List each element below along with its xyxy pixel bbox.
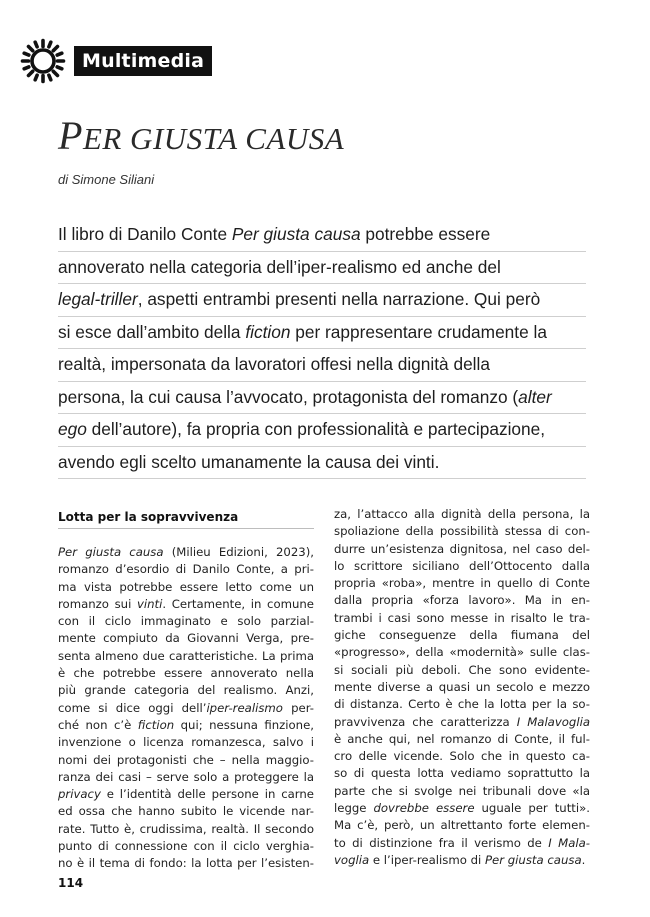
text-segment: Ma c’è, però, un altrettanto forte elemen- xyxy=(334,818,590,833)
text-line xyxy=(334,627,590,644)
text-line xyxy=(58,838,314,855)
text-line xyxy=(334,541,590,558)
text-segment: qui; nessuna finzione, xyxy=(174,717,314,732)
title-initial: P xyxy=(58,113,83,158)
text-segment: ché non c’è xyxy=(58,717,138,732)
text-segment: più grande categoria del realismo. Anzi, xyxy=(58,683,314,698)
text-line xyxy=(334,765,590,782)
text-segment: . xyxy=(581,852,586,867)
text-line xyxy=(58,284,586,317)
text-segment: durre un’esistenza dignitosa, nel caso del- xyxy=(334,541,590,556)
text-line xyxy=(58,219,586,252)
text-segment: e l’identità delle persone in carne xyxy=(100,787,314,802)
sun-icon xyxy=(20,38,66,84)
text-line xyxy=(334,506,590,523)
text-line xyxy=(334,679,590,696)
text-line xyxy=(334,592,590,609)
italic-text: dovrebbe essere xyxy=(373,801,475,816)
subheading: Lotta per la sopravvivenza xyxy=(58,506,314,529)
text-segment: propria «roba», mentre in quello di Conte xyxy=(334,576,590,591)
text-line xyxy=(58,682,314,699)
text-line xyxy=(58,717,314,734)
text-segment: è che potrebbe essere annoverato nella xyxy=(58,666,314,681)
text-segment: mente diverse a quasi un secolo e mezzo xyxy=(334,679,590,694)
text-segment: uguale per tutti». xyxy=(474,801,590,816)
text-line xyxy=(334,523,590,540)
text-segment: (Milieu Edizioni, 2023), xyxy=(163,545,314,559)
italic-text: iper-realismo xyxy=(206,700,283,715)
text-segment: rate. Tutto è, crudissima, realtà. Il secondo xyxy=(58,821,314,836)
right-column xyxy=(334,506,590,869)
text-line xyxy=(58,803,314,820)
italic-text: voglia xyxy=(334,852,370,867)
text-line xyxy=(58,752,314,769)
text-segment: è anche qui, nel romanzo di Conte, il ful- xyxy=(334,731,590,746)
text-line xyxy=(334,696,590,713)
text-segment: come si dice oggi dell’ xyxy=(58,700,207,715)
text-segment: nomi dei protagonisti che – nella maggio- xyxy=(58,752,314,767)
text-segment: trambi i casi sono messe in risalto le tra- xyxy=(334,610,590,625)
text-segment: lo scrittore siciliano dell’Ottocento dalla xyxy=(334,558,590,573)
italic-text: Per giusta causa xyxy=(58,545,164,559)
text-line xyxy=(334,783,590,800)
text-segment: cro delle vicende. Solo che in questo ca- xyxy=(334,749,590,764)
text-segment: mente compiuto da Giovanni Verga, pre- xyxy=(58,631,314,646)
italic-text: ego xyxy=(58,419,87,439)
text-line xyxy=(334,714,590,731)
text-line xyxy=(58,855,314,872)
page-number: 114 xyxy=(58,876,84,890)
text-segment: si esce dall’ambito della xyxy=(58,321,246,342)
text-line xyxy=(334,835,590,852)
left-column xyxy=(58,506,314,873)
italic-text: I Malavoglia xyxy=(516,714,590,729)
text-segment: per- xyxy=(282,700,315,715)
text-line xyxy=(58,544,314,561)
text-segment: romanzo sui xyxy=(58,596,137,611)
section-header xyxy=(20,38,212,84)
text-line xyxy=(58,786,314,803)
text-segment: punto di connessione con il ciclo verghia- xyxy=(58,839,314,854)
text-segment: legge xyxy=(334,801,374,816)
section-label: Multimedia xyxy=(74,46,212,76)
text-line xyxy=(58,769,314,786)
text-line xyxy=(334,817,590,834)
text-segment: to di distinzione fra il verismo de xyxy=(334,835,549,850)
italic-text: fiction xyxy=(245,321,291,342)
text-line xyxy=(334,800,590,817)
text-line xyxy=(58,648,314,665)
text-segment: e l’iper-realismo di xyxy=(369,852,485,867)
lead-paragraph xyxy=(58,219,586,479)
text-line xyxy=(334,575,590,592)
text-segment: ranza dei casi – serve solo a proteggere la xyxy=(58,769,314,784)
text-line xyxy=(58,630,314,647)
text-line xyxy=(334,644,590,661)
article-author: di Simone Siliani xyxy=(58,172,155,187)
text-line xyxy=(334,662,590,679)
text-segment: romanzo d’esordio di Danilo Conte, a pri- xyxy=(58,562,314,577)
text-segment: no è il tema di fondo: la lotta per l’esisten- xyxy=(58,856,314,871)
text-line xyxy=(58,579,314,596)
text-segment: annoverato nella categoria dell’iper-realismo ed anche del xyxy=(58,256,501,277)
text-line xyxy=(334,852,590,869)
text-line xyxy=(58,613,314,630)
italic-text: Per giusta causa xyxy=(485,852,582,867)
text-line xyxy=(58,665,314,682)
text-segment: spoliazione della possibilità stessa di con- xyxy=(334,524,590,539)
text-line xyxy=(334,558,590,575)
text-line xyxy=(58,596,314,613)
text-segment: persona, la cui causa l’avvocato, protagonista del romanzo ( xyxy=(58,386,519,407)
text-line xyxy=(334,731,590,748)
text-segment: parte che si svolge nei tribunali dove «la xyxy=(334,783,590,798)
text-segment: «progresso», della «modernità» sulle clas- xyxy=(334,645,590,660)
left-column-text xyxy=(58,544,314,873)
text-segment: realtà, impersonata da lavoratori offesi nella dignità della xyxy=(58,354,490,374)
text-segment: dalla propria «forza lavoro». Ma in en- xyxy=(334,593,590,608)
text-line xyxy=(58,821,314,838)
text-segment: di distanza. Certo è che la lotta per la so- xyxy=(334,697,590,712)
text-segment: . Certamente, in comune xyxy=(162,596,314,611)
text-segment: invenzione o licenza romanzesca, salvo i xyxy=(58,735,314,750)
text-segment: pravvivenza che caratterizza xyxy=(334,714,517,729)
text-segment: dell’autore), fa propria con professionalità e partecipazione, xyxy=(86,419,546,439)
italic-text: vinti xyxy=(136,596,163,611)
text-line xyxy=(334,748,590,765)
text-segment: , aspetti entrambi presenti nella narrazione. Qui però xyxy=(137,289,541,309)
text-segment: so di questa lotta vediamo soprattutto la xyxy=(334,766,590,781)
text-segment: si sociali più deboli. Che sono evidente- xyxy=(334,662,590,677)
text-segment: za, l’attacco alla dignità della persona, la xyxy=(334,507,590,521)
text-segment: per rappresentare crudamente la xyxy=(290,321,547,342)
text-segment: avendo egli scelto umanamente la causa dei vinti. xyxy=(58,451,440,472)
text-line xyxy=(58,447,586,480)
text-segment: giche conseguenze della fiumana del xyxy=(334,628,590,643)
italic-text: alter xyxy=(518,386,552,407)
text-segment: Il libro di Danilo Conte xyxy=(58,224,232,244)
text-segment: potrebbe essere xyxy=(360,224,491,244)
article-title xyxy=(58,114,344,161)
text-line xyxy=(58,349,586,382)
text-segment: senta almeno due caratteristiche. La prima xyxy=(58,648,314,663)
title-rest: ER GIUSTA CAUSA xyxy=(82,121,345,156)
text-line xyxy=(58,700,314,717)
text-line xyxy=(334,610,590,627)
text-line xyxy=(58,561,314,578)
text-segment: ed ossa che hanno subito le vicende nar- xyxy=(58,804,314,819)
italic-text: legal-triller xyxy=(58,289,138,309)
italic-text: Per giusta causa xyxy=(231,224,361,244)
text-line xyxy=(58,382,586,415)
text-line xyxy=(58,734,314,751)
italic-text: fiction xyxy=(137,717,175,732)
italic-text: I Mala- xyxy=(548,835,590,850)
text-segment: con il ciclo immaginato e solo parzial- xyxy=(58,614,314,629)
italic-text: privacy xyxy=(58,787,101,802)
text-line xyxy=(58,414,586,447)
text-line xyxy=(58,252,586,285)
text-segment: ma vista potrebbe essere letto come un xyxy=(58,579,314,594)
text-line xyxy=(58,317,586,350)
